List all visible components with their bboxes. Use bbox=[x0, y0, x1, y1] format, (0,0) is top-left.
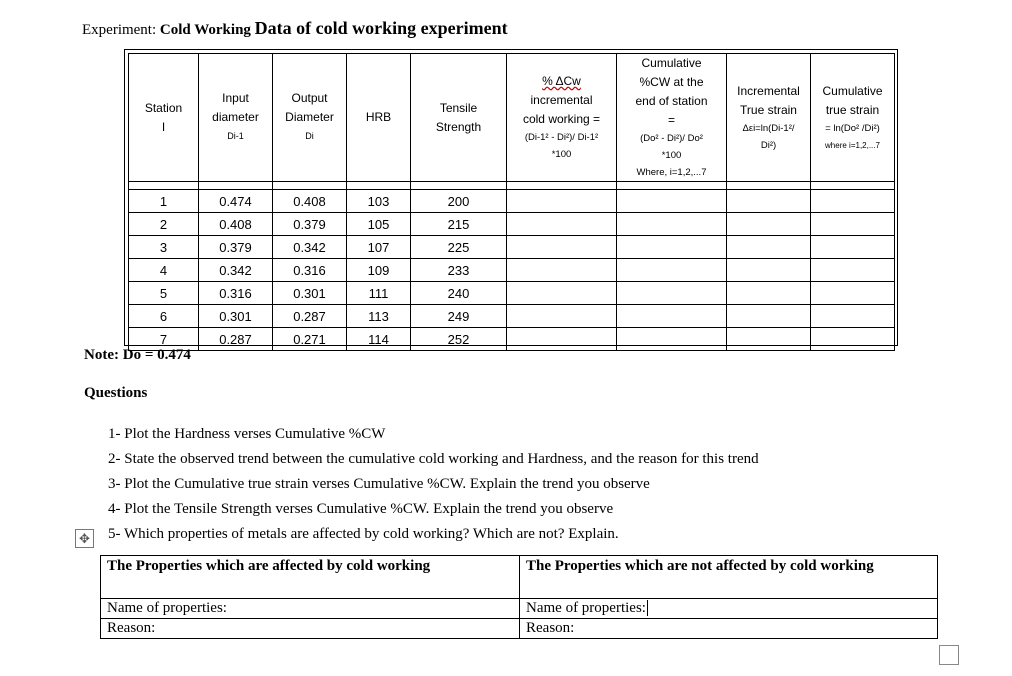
cell-station[interactable]: 5 bbox=[129, 282, 199, 305]
cell-empty[interactable] bbox=[507, 213, 617, 236]
cell-empty[interactable] bbox=[507, 190, 617, 213]
experiment-topic: Cold Working bbox=[159, 22, 251, 38]
cell-hrb[interactable]: 103 bbox=[347, 190, 411, 213]
cell-input[interactable]: 0.408 bbox=[199, 213, 273, 236]
cell-empty[interactable] bbox=[727, 236, 811, 259]
cell-tensile[interactable]: 200 bbox=[411, 190, 507, 213]
not-affected-reason-field[interactable]: Reason: bbox=[520, 619, 938, 639]
header-output-diameter: Output Diameter Di bbox=[273, 54, 347, 182]
question-item: 3- Plot the Cumulative true strain verses Cumulative %CW. Explain the trend you observe bbox=[108, 476, 650, 492]
cell-empty[interactable] bbox=[507, 305, 617, 328]
table-spacer-row bbox=[129, 182, 895, 190]
affected-header: The Properties which are affected by cold working bbox=[101, 556, 520, 599]
cell-input[interactable]: 0.342 bbox=[199, 259, 273, 282]
experiment-label: Experiment: bbox=[82, 22, 157, 38]
cell-empty[interactable] bbox=[727, 328, 811, 351]
header-station: Station I bbox=[129, 54, 199, 182]
cell-output[interactable]: 0.316 bbox=[273, 259, 347, 282]
cell-input[interactable]: 0.316 bbox=[199, 282, 273, 305]
question-item: 1- Plot the Hardness verses Cumulative %CW bbox=[108, 426, 386, 442]
cell-empty[interactable] bbox=[811, 213, 895, 236]
affected-reason-field[interactable]: Reason: bbox=[101, 619, 520, 639]
cell-hrb[interactable]: 111 bbox=[347, 282, 411, 305]
cell-empty[interactable] bbox=[507, 282, 617, 305]
cell-empty[interactable] bbox=[811, 328, 895, 351]
document-title bbox=[82, 18, 508, 39]
header-cumulative-cw: Cumulative %CW at the end of station = (Do² - Di²)/ Do² *100 Where, i=1,2,...7 bbox=[617, 54, 727, 182]
table-row bbox=[129, 190, 895, 213]
cell-hrb[interactable]: 107 bbox=[347, 236, 411, 259]
cell-hrb[interactable]: 113 bbox=[347, 305, 411, 328]
table-header-row bbox=[129, 54, 895, 182]
table-row bbox=[129, 328, 895, 351]
cell-input[interactable]: 0.301 bbox=[199, 305, 273, 328]
question-item: 5- Which properties of metals are affected by cold working? Which are not? Explain. bbox=[108, 526, 619, 542]
data-table bbox=[128, 53, 895, 351]
table-row bbox=[129, 259, 895, 282]
cell-empty[interactable] bbox=[617, 190, 727, 213]
cell-input[interactable]: 0.379 bbox=[199, 236, 273, 259]
cell-output[interactable]: 0.342 bbox=[273, 236, 347, 259]
cell-hrb[interactable]: 109 bbox=[347, 259, 411, 282]
cell-empty[interactable] bbox=[727, 282, 811, 305]
properties-table bbox=[100, 555, 938, 639]
cell-station[interactable]: 1 bbox=[129, 190, 199, 213]
cell-empty[interactable] bbox=[507, 236, 617, 259]
header-incremental-cw: % ΔCw incremental cold working = (Di-1² - Di²)/ Di-1² *100 bbox=[507, 54, 617, 182]
table-row bbox=[129, 213, 895, 236]
cell-input[interactable]: 0.474 bbox=[199, 190, 273, 213]
cell-station[interactable]: 4 bbox=[129, 259, 199, 282]
cell-tensile[interactable]: 215 bbox=[411, 213, 507, 236]
cell-tensile[interactable]: 240 bbox=[411, 282, 507, 305]
header-input-diameter: Input diameter Di-1 bbox=[199, 54, 273, 182]
cell-station[interactable]: 3 bbox=[129, 236, 199, 259]
cell-empty[interactable] bbox=[617, 328, 727, 351]
data-table-frame bbox=[124, 49, 898, 346]
cell-empty[interactable] bbox=[617, 259, 727, 282]
cell-empty[interactable] bbox=[617, 305, 727, 328]
cell-tensile[interactable]: 233 bbox=[411, 259, 507, 282]
cell-output[interactable]: 0.301 bbox=[273, 282, 347, 305]
cell-empty[interactable] bbox=[617, 213, 727, 236]
cell-tensile[interactable]: 225 bbox=[411, 236, 507, 259]
affected-name-field[interactable]: Name of properties: bbox=[101, 599, 520, 619]
cell-station[interactable]: 7 bbox=[129, 328, 199, 351]
note: Note: Do = 0.474 bbox=[84, 347, 191, 363]
cell-empty[interactable] bbox=[617, 236, 727, 259]
cell-output[interactable]: 0.379 bbox=[273, 213, 347, 236]
cell-station[interactable]: 6 bbox=[129, 305, 199, 328]
table-row bbox=[129, 282, 895, 305]
header-tensile-strength: Tensile Strength bbox=[411, 54, 507, 182]
table-row bbox=[129, 236, 895, 259]
question-item: 4- Plot the Tensile Strength verses Cumulative %CW. Explain the trend you observe bbox=[108, 501, 614, 517]
data-title: Data of cold working experiment bbox=[254, 18, 508, 38]
cell-empty[interactable] bbox=[727, 190, 811, 213]
cell-output[interactable]: 0.287 bbox=[273, 305, 347, 328]
cell-empty[interactable] bbox=[507, 328, 617, 351]
cell-output[interactable]: 0.271 bbox=[273, 328, 347, 351]
cell-empty[interactable] bbox=[811, 236, 895, 259]
cell-input[interactable]: 0.287 bbox=[199, 328, 273, 351]
not-affected-name-field[interactable]: Name of properties: bbox=[520, 599, 938, 619]
cell-empty[interactable] bbox=[727, 259, 811, 282]
cell-hrb[interactable]: 114 bbox=[347, 328, 411, 351]
cell-output[interactable]: 0.408 bbox=[273, 190, 347, 213]
cell-tensile[interactable]: 249 bbox=[411, 305, 507, 328]
table-row bbox=[129, 305, 895, 328]
cell-empty[interactable] bbox=[727, 213, 811, 236]
question-item: 2- State the observed trend between the cumulative cold working and Hardness, and the reason for this trend bbox=[108, 451, 759, 467]
cell-station[interactable]: 2 bbox=[129, 213, 199, 236]
resize-handle[interactable] bbox=[939, 645, 959, 665]
cell-empty[interactable] bbox=[811, 305, 895, 328]
cell-empty[interactable] bbox=[811, 190, 895, 213]
cell-empty[interactable] bbox=[507, 259, 617, 282]
cell-hrb[interactable]: 105 bbox=[347, 213, 411, 236]
questions-heading: Questions bbox=[84, 385, 148, 401]
header-cumulative-strain: Cumulative true strain = ln(Do² /Di²) where i=1,2,...7 bbox=[811, 54, 895, 182]
header-hrb: HRB bbox=[347, 54, 411, 182]
not-affected-header: The Properties which are not affected by cold working bbox=[520, 556, 938, 599]
header-incremental-strain: Incremental True strain Δεi=ln(Di-1²/ Di²) bbox=[727, 54, 811, 182]
table-move-handle-icon[interactable]: ✥ bbox=[75, 529, 94, 548]
questions-list bbox=[108, 422, 759, 547]
cell-empty[interactable] bbox=[811, 282, 895, 305]
cell-tensile[interactable]: 252 bbox=[411, 328, 507, 351]
cell-empty[interactable] bbox=[617, 282, 727, 305]
cell-empty[interactable] bbox=[727, 305, 811, 328]
cell-empty[interactable] bbox=[811, 259, 895, 282]
